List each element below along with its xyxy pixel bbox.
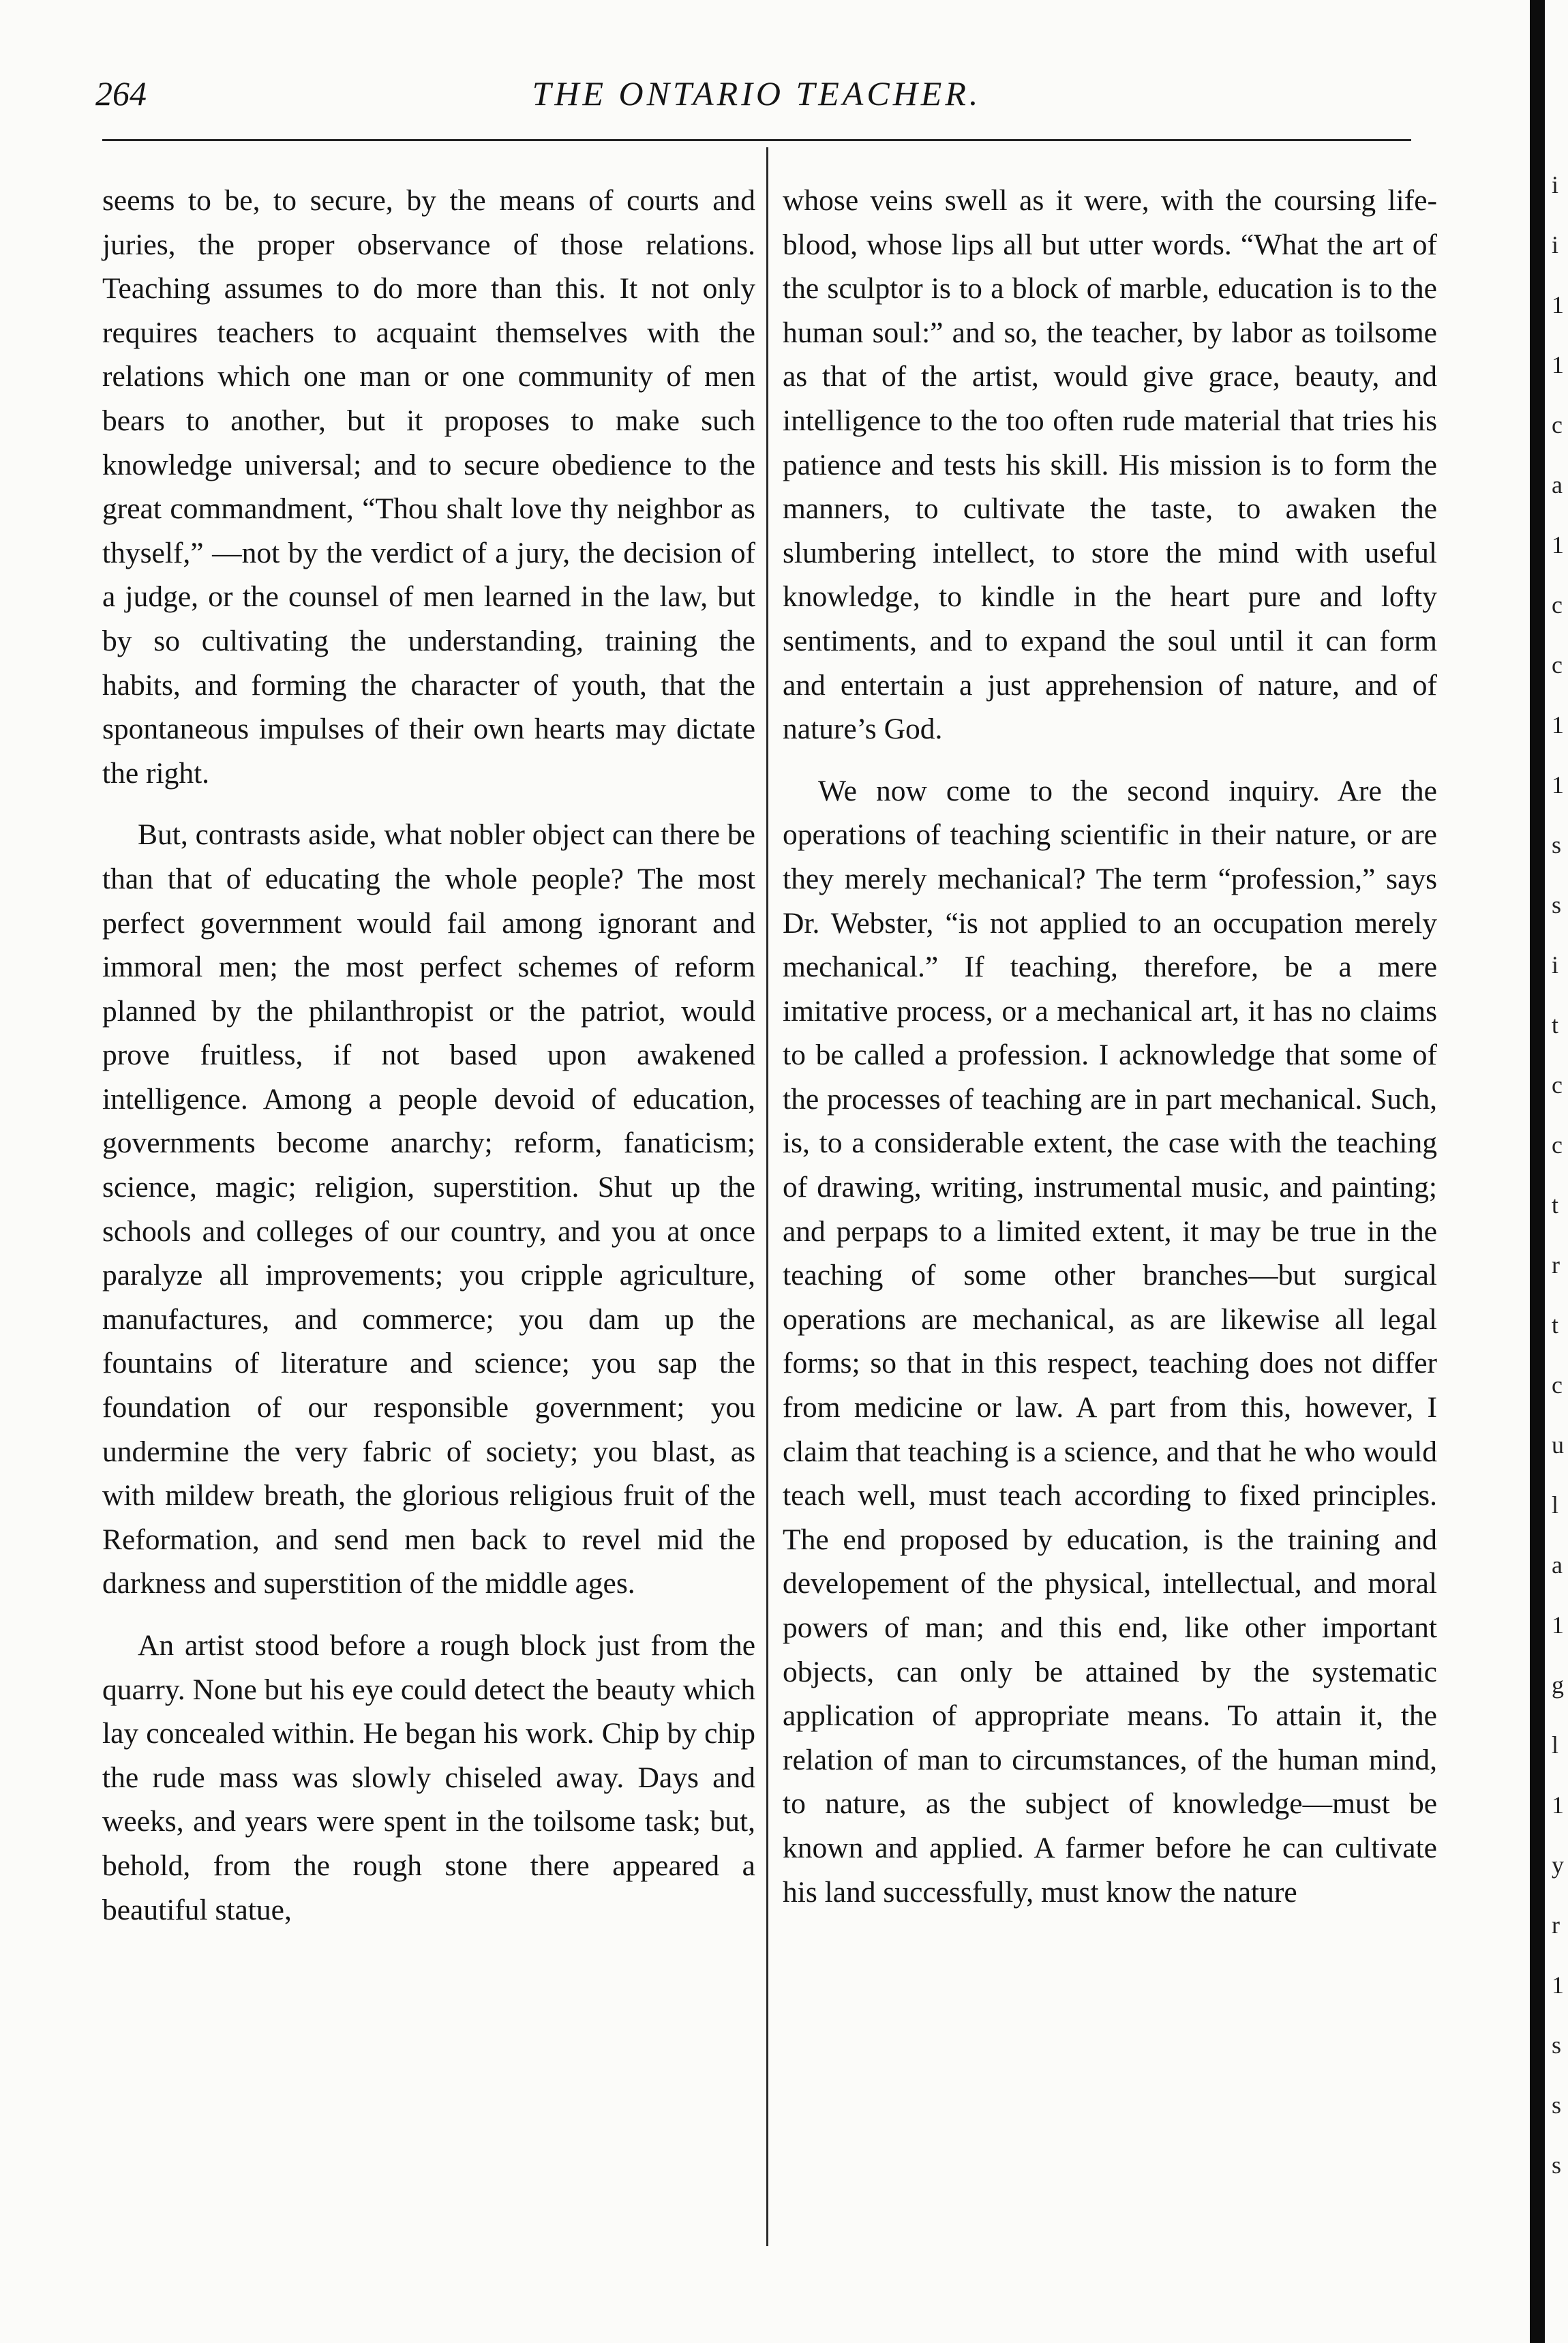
edge-fragment: c	[1552, 1131, 1563, 1159]
edge-fragment: g	[1552, 1671, 1564, 1699]
page-header	[95, 74, 1418, 128]
edge-fragment: i	[1552, 951, 1559, 979]
edge-fragment: 1	[1552, 1971, 1564, 1999]
paragraph: But, contrasts aside, what nobler object can there be than that of educating the whole people? The most perfect government would fail among ignorant and immoral men; the most perfect schemes of reform planned by the philanthropist or the patriot, would prove fruitless, if not based upon awakened intelligence. Among a people devoid of education, governments become anarchy; reform, fanaticism; science, magic; religion, superstition. Shut up the schools and colleges of our country, and you at once paralyze all improvements; you cripple agriculture, manufactures, and commerce; you dam up the fountains of literature and science; you sap the foundation of our responsible government; you undermine the very fabric of society; you blast, as with mildew breath, the glorious religious fruit of the Reformation, and send men back to revel mid the darkness and superstition of the middle ages.	[102, 818, 755, 1600]
right-column	[783, 179, 1437, 1932]
edge-fragment: y	[1552, 1851, 1564, 1879]
edge-fragment: t	[1552, 1191, 1559, 1219]
edge-fragment: 1	[1552, 1791, 1564, 1819]
page-number: 264	[95, 74, 147, 113]
left-column	[102, 179, 755, 1950]
edge-fragment: c	[1552, 1071, 1563, 1099]
edge-fragment: a	[1552, 471, 1563, 498]
edge-fragment: s	[1552, 891, 1562, 919]
edge-fragment: s	[1552, 2151, 1562, 2179]
edge-fragment: r	[1552, 1911, 1560, 1939]
edge-fragment: s	[1552, 2031, 1562, 2059]
edge-fragment: 1	[1552, 351, 1564, 378]
paragraph: An artist stood before a rough block just from the quarry. None but his eye could detect the beauty which lay concealed within. He began his work. Chip by chip the rude mass was slowly chiseled away. Days and weeks, and years were spent in the toilsome task; but, behold, from the rough stone there appeared a beautiful statue,	[102, 1629, 755, 1926]
adjacent-page-fragments	[1552, 0, 1568, 2343]
edge-fragment: 1	[1552, 771, 1564, 799]
column-divider	[766, 147, 768, 2246]
paragraph: seems to be, to secure, by the means of courts and juries, the proper observance of those relations. Teaching assumes to do more than this. It not only requires teachers to acquaint themselves with the relations which one man or one community of men bears to another, but it proposes to make such knowledge universal; and to secure obedience to the great commandment, “Thou shalt love thy neighbor as thyself,” —not by the verdict of a jury, the decision of a judge, or the counsel of men learned in the law, but by so cultivating the understanding, training the habits, and forming the character of youth, that the spontaneous impulses of their own hearts may dictate the right.	[102, 184, 755, 790]
adjacent-page-edge	[1530, 0, 1568, 2343]
edge-fragment: r	[1552, 1251, 1560, 1279]
edge-fragment: s	[1552, 2091, 1562, 2119]
edge-fragment: c	[1552, 591, 1563, 618]
binding-shadow	[1530, 0, 1545, 2343]
edge-fragment: t	[1552, 1011, 1559, 1039]
edge-fragment: s	[1552, 831, 1562, 859]
edge-fragment: 1	[1552, 291, 1564, 318]
edge-fragment: l	[1552, 1731, 1559, 1759]
edge-fragment: 1	[1552, 531, 1564, 558]
paragraph: We now come to the second inquiry. Are the operations of teaching scientific in their nature, or are they merely mechanical? The term “profession,” says Dr. Webster, “is not applied to an occupation merely mechanical.” If teaching, therefore, be a mere imitative process, or a mechanical art, it has no claims to be called a profession. I acknowledge that some of the processes of teaching are in part mechanical. Such, is, to a considerable extent, the case with the teaching of drawing, writing, instrumental music, and painting; and perpaps to a limited extent, it may be true in the teaching of some other branches—but surgical operations are mechanical, as are likewise all legal forms; so that in this respect, teaching does not differ from medicine or law. A part from this, however, I claim that teaching is a science, and that he who would teach well, must teach according to fixed principles. The end proposed by education, is the training and developement of the physical, intellectual, and moral powers of man; and this end, like other important objects, can only be attained by the systematic application of appropriate means. To attain it, the relation of man to circumstances, of the human mind, to nature, as the subject of knowledge—must be known and applied. A farmer before he can cultivate his land successfully, must know the nature	[783, 774, 1437, 1909]
paragraph: whose veins swell as it were, with the coursing life-blood, whose lips all but utter words. “What the art of the sculptor is to a block of marble, education is to the human soul:” and so, the teacher, by labor as toilsome as that of the artist, would give grace, beauty, and intelligence to the too often rude material that tries his patience and tests his skill. His mission is to form the manners, to cultivate the taste, to awaken the slumbering intellect, to store the mind with useful knowledge, to kindle in the heart pure and lofty sentiments, and to expand the soul until it can form and entertain a just apprehension of nature, and of nature’s God.	[783, 184, 1437, 746]
edge-fragment: c	[1552, 651, 1563, 678]
edge-fragment: i	[1552, 171, 1559, 198]
edge-fragment: u	[1552, 1431, 1564, 1459]
edge-fragment: c	[1552, 411, 1563, 438]
edge-fragment: 1	[1552, 1611, 1564, 1639]
edge-fragment: c	[1552, 1371, 1563, 1399]
edge-fragment: i	[1552, 231, 1559, 258]
edge-fragment: t	[1552, 1311, 1559, 1339]
edge-fragment: l	[1552, 1491, 1559, 1519]
running-title: THE ONTARIO TEACHER.	[532, 74, 982, 113]
header-rule	[102, 139, 1411, 141]
edge-fragment: 1	[1552, 711, 1564, 738]
edge-fragment: a	[1552, 1551, 1563, 1579]
